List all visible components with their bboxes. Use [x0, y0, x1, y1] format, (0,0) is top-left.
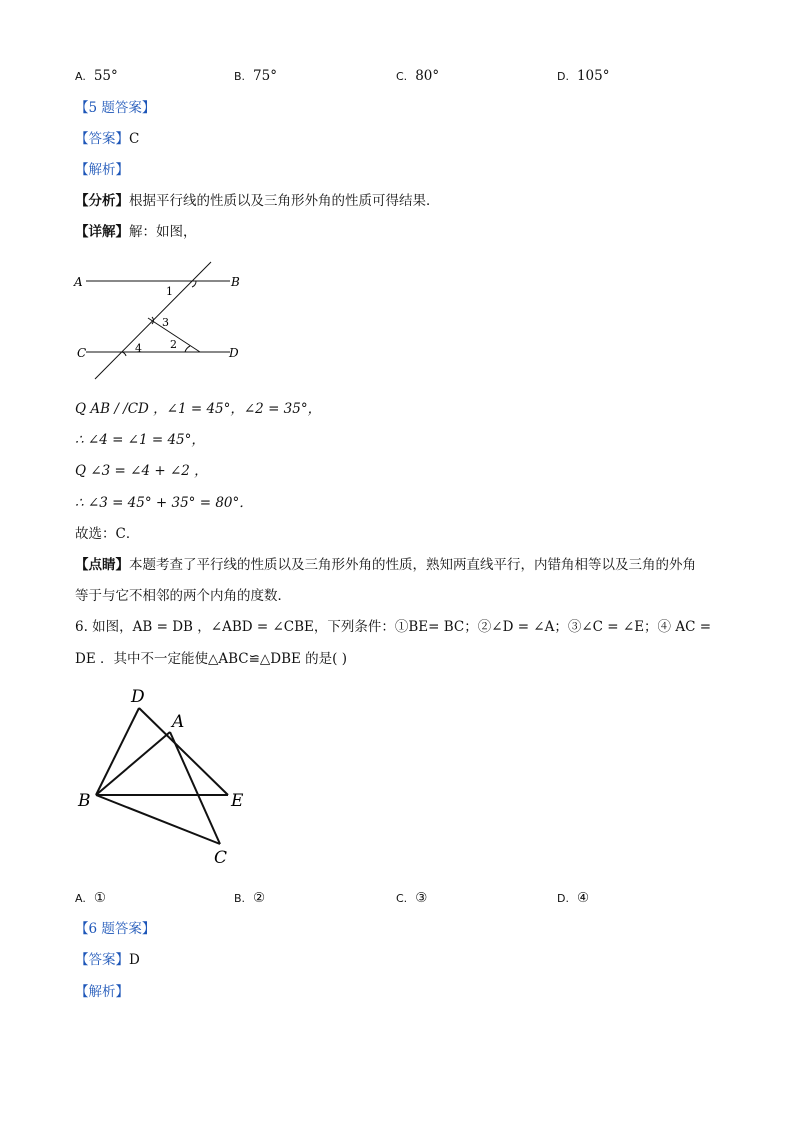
- q5-detail: 【详解】解：如图，: [75, 224, 197, 240]
- arc-4: [122, 352, 126, 356]
- q5-answer-header: 【5 题答案】: [75, 100, 156, 116]
- q5-option-c: C. 80°: [396, 68, 440, 84]
- q6-analysis-header: 【解析】: [75, 984, 129, 1000]
- label-angle-2: 2: [170, 338, 177, 351]
- q5-step-1: Q AB / /CD ，∠1 = 45°，∠2 = 35°，: [75, 401, 322, 417]
- q6-answer: 【答案】D: [75, 952, 140, 968]
- q6-option-d: D. ④: [557, 890, 590, 906]
- label-angle-1: 1: [166, 285, 173, 298]
- q6-option-a: A. ①: [75, 890, 106, 906]
- q6-answer-header: 【6 题答案】: [75, 921, 156, 937]
- q5-analysis-header: 【解析】: [75, 162, 129, 178]
- label-angle-3: 3: [162, 316, 169, 329]
- segment-ba: [96, 732, 170, 795]
- q5-choice: 故选：C．: [75, 526, 140, 542]
- q5-comment-line-2: 等于与它不相邻的两个内角的度数．: [75, 588, 291, 604]
- label-a: A: [74, 275, 83, 289]
- q6-figure: [72, 682, 262, 872]
- arc-2: [185, 346, 190, 352]
- q5-figure: [72, 258, 252, 383]
- label-c: C: [77, 346, 87, 360]
- q5-comment-line-1: 【点睛】本题考查了平行线的性质以及三角形外角的性质，熟知两直线平行，内错角相等以及三角的外角: [75, 557, 696, 573]
- label-e: E: [231, 791, 244, 811]
- q5-step-2: ∴ ∠4 = ∠1 = 45°，: [75, 432, 205, 448]
- label-c: C: [214, 848, 228, 868]
- q5-analysis: 【分析】根据平行线的性质以及三角形外角的性质可得结果．: [75, 193, 440, 209]
- label-d: D: [229, 346, 239, 360]
- q5-option-b: B. 75°: [234, 68, 277, 84]
- q6-stem-line-2: DE ．其中不一定能使△ABC≌△DBE 的是( ): [75, 651, 348, 667]
- q5-option-d: D. 105°: [557, 68, 610, 84]
- q5-step-3: Q ∠3 = ∠4 + ∠2 ，: [75, 463, 208, 479]
- q6-option-b: B. ②: [234, 890, 266, 906]
- q6-option-c: C. ③: [396, 890, 428, 906]
- label-d: D: [131, 687, 145, 707]
- q6-stem-line-1: 6. 如图，AB = DB ，∠ABD = ∠CBE，下列条件：①BE= BC；②∠D = ∠A；③∠C = ∠E；④ AC =: [75, 619, 712, 635]
- segment-bd: [96, 708, 139, 795]
- label-a: A: [172, 712, 185, 732]
- q5-option-a: A. 55°: [75, 68, 118, 84]
- arc-1: [192, 281, 196, 287]
- label-b: B: [231, 275, 240, 289]
- q5-step-4: ∴ ∠3 = 45° + 35° = 80°．: [75, 495, 253, 511]
- label-b: B: [78, 791, 91, 811]
- label-angle-4: 4: [135, 342, 142, 355]
- q5-answer: 【答案】C: [75, 131, 140, 147]
